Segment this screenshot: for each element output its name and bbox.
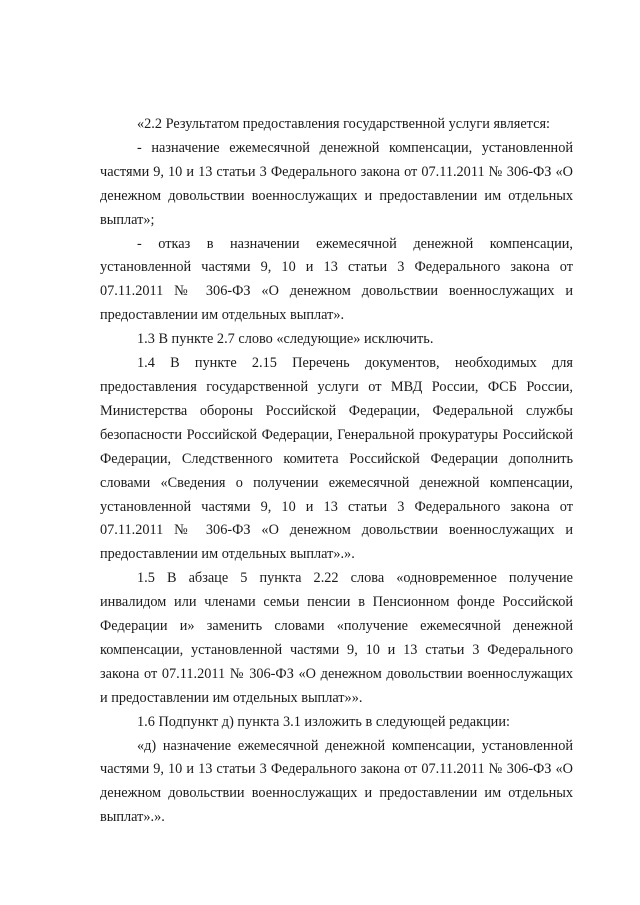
paragraph-1-5: 1.5 В абзаце 5 пункта 2.22 слова «одновременное получение инвалидом или членами семьи пенсии в Пенсионном фонде Российской Федерации и» заменить словами «получение ежемесячной денежной компенсации, установленной частями 9, 10 и 13 статьи 3 Федерального закона от 07.11.2011 № 306-ФЗ «О денежном довольствии военнослужащих и предоставлении им отдельных выплат»».	[100, 570, 573, 706]
paragraph-result-assignment: - назначение ежемесячной денежной компенсации, установленной частями 9, 10 и 13 статьи 3 Федерального закона от 07.11.2011 № 306-ФЗ «О денежном довольствии военнослужащих и предоставлении им отдельных выплат»;	[100, 139, 573, 228]
paragraph-2-2-heading: «2.2 Результатом предоставления государственной услуги является:	[137, 116, 550, 132]
document-body	[100, 113, 573, 830]
paragraph-result-refusal: - отказ в назначении ежемесячной денежной компенсации, установленной частями 9, 10 и 13 статьи 3 Федерального закона от 07.11.2011 № 306-ФЗ «О денежном довольствии военнослужащих и предоставлении им отдельных выплат».	[100, 235, 573, 324]
paragraph-1-6: 1.6 Подпункт д) пункта 3.1 изложить в следующей редакции:	[137, 713, 510, 730]
paragraph-1-4: 1.4 В пункте 2.15 Перечень документов, необходимых для предоставления государственной услуги от МВД России, ФСБ России, Министерства обороны Российской Федерации, Федеральной службы безопасности Российской Федерации, Генеральной прокуратуры Российской Федерации, Следственного комитета Российской Федерации дополнить словами «Сведения о получении ежемесячной денежной компенсации, установленной частями 9, 10 и 13 статьи 3 Федерального закона от 07.11.2011 № 306-ФЗ «О денежном довольствии военнослужащих и предоставлении им отдельных выплат».».	[100, 355, 573, 563]
paragraph-1-3: 1.3 В пункте 2.7 слово «следующие» исключить.	[137, 331, 434, 348]
paragraph-1-6-subpoint-d: «д) назначение ежемесячной денежной компенсации, установленной частями 9, 10 и 13 статьи 3 Федерального закона от 07.11.2011 № 306-ФЗ «О денежном довольствии военнослужащих и предоставлении им отдельных выплат».».	[100, 737, 573, 826]
